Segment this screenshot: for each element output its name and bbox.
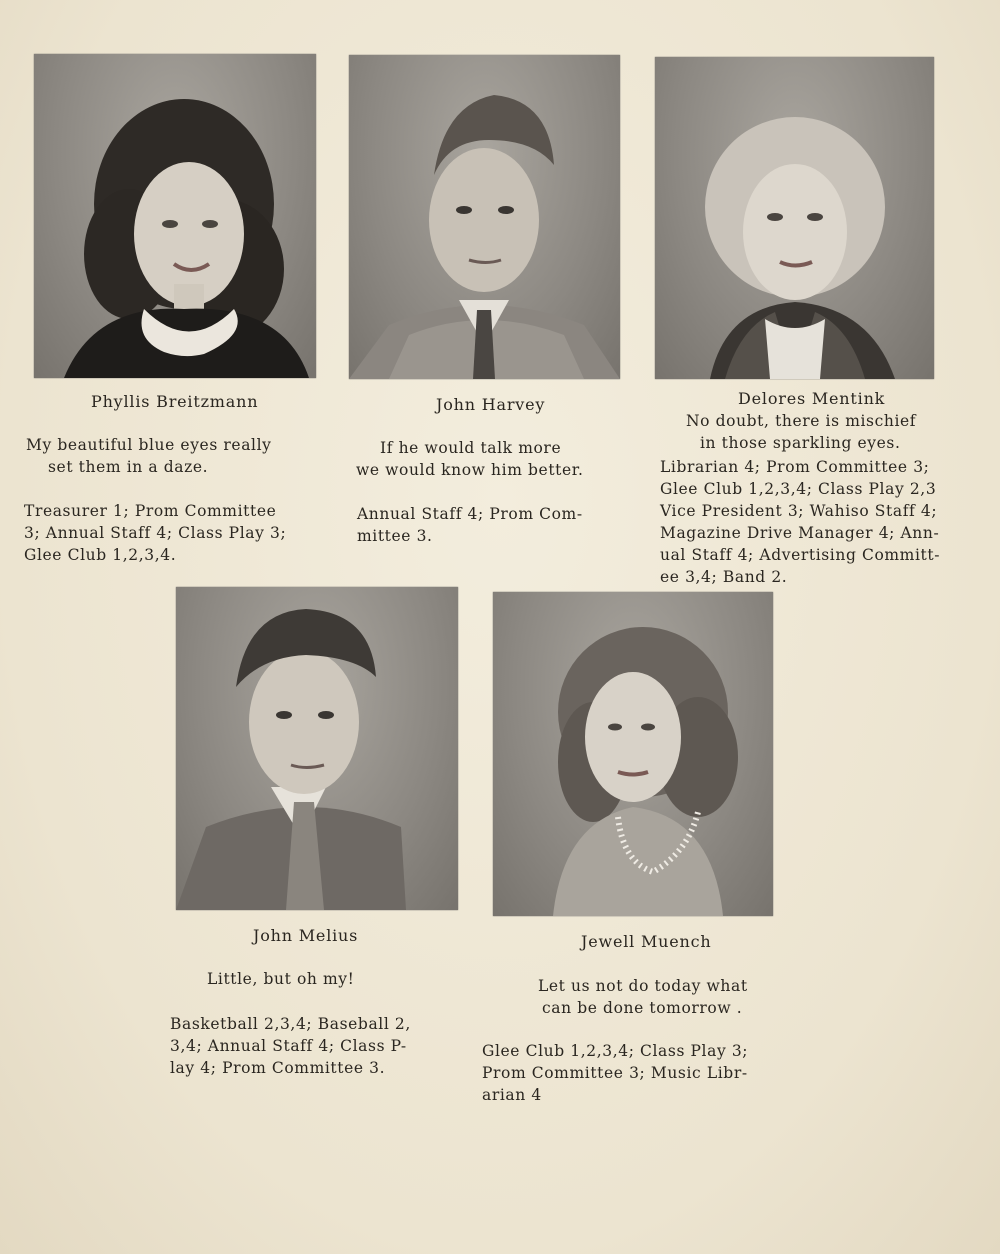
- activities-line: lay 4; Prom Committee 3.: [170, 1059, 386, 1077]
- portrait-illustration: [34, 54, 316, 378]
- student-quote: [207, 968, 354, 990]
- student-name: Phyllis Breitzmann: [91, 392, 259, 411]
- activities-line: 3; Annual Staff 4; Class Play 3;: [24, 524, 287, 542]
- quote-line: No doubt, there is mischief: [686, 412, 917, 430]
- quote-line: My beautiful blue eyes really: [26, 436, 272, 454]
- student-quote: [538, 975, 748, 1019]
- portrait-illustration: [349, 55, 620, 379]
- student-name: Delores Mentink: [738, 389, 886, 408]
- student-quote: [686, 410, 916, 454]
- activities-line: Glee Club 1,2,3,4; Class Play 3;: [482, 1042, 749, 1060]
- quote-line: Let us not do today what: [538, 977, 748, 995]
- activities-line: mittee 3.: [357, 527, 433, 545]
- student-name: Jewell Muench: [581, 932, 712, 951]
- activities-line: 3,4; Annual Staff 4; Class P-: [170, 1037, 407, 1055]
- portrait-photo-phyllis: [34, 54, 316, 378]
- activities-line: arian 4: [482, 1086, 542, 1104]
- student-name: John Harvey: [436, 395, 546, 414]
- portrait-photo-john-melius: [176, 587, 458, 910]
- portrait-illustration: [493, 592, 773, 916]
- portrait-photo-john-harvey: [349, 55, 620, 379]
- student-activities: [357, 503, 583, 547]
- portrait-illustration: [655, 57, 934, 379]
- student-name: John Melius: [253, 926, 359, 945]
- portrait-photo-jewell: [493, 592, 773, 916]
- student-quote: [26, 434, 272, 478]
- activities-line: Annual Staff 4; Prom Com-: [357, 505, 583, 523]
- quote-line: Little, but oh my!: [207, 970, 355, 988]
- activities-line: Glee Club 1,2,3,4.: [24, 546, 177, 564]
- activities-line: Magazine Drive Manager 4; Ann-: [660, 524, 940, 542]
- activities-line: Prom Committee 3; Music Libr-: [482, 1064, 748, 1082]
- quote-line: in those sparkling eyes.: [700, 434, 901, 452]
- quote-line: If he would talk more: [380, 439, 562, 457]
- activities-line: Vice President 3; Wahiso Staff 4;: [660, 502, 938, 520]
- portrait-illustration: [176, 587, 458, 910]
- activities-line: Treasurer 1; Prom Committee: [24, 502, 277, 520]
- activities-line: Glee Club 1,2,3,4; Class Play 2,3: [660, 480, 937, 498]
- student-activities: [24, 500, 286, 566]
- activities-line: Basketball 2,3,4; Baseball 2,: [170, 1015, 411, 1033]
- student-activities: [482, 1040, 748, 1106]
- quote-line: set them in a daze.: [48, 458, 209, 476]
- student-activities: [660, 456, 940, 588]
- quote-line: we would know him better.: [356, 461, 584, 479]
- activities-line: ee 3,4; Band 2.: [660, 568, 788, 586]
- portrait-photo-delores: [655, 57, 934, 379]
- activities-line: ual Staff 4; Advertising Committ-: [660, 546, 941, 564]
- quote-line: can be done tomorrow .: [542, 999, 743, 1017]
- student-quote: [356, 437, 584, 481]
- activities-line: Librarian 4; Prom Committee 3;: [660, 458, 930, 476]
- student-activities: [170, 1013, 411, 1079]
